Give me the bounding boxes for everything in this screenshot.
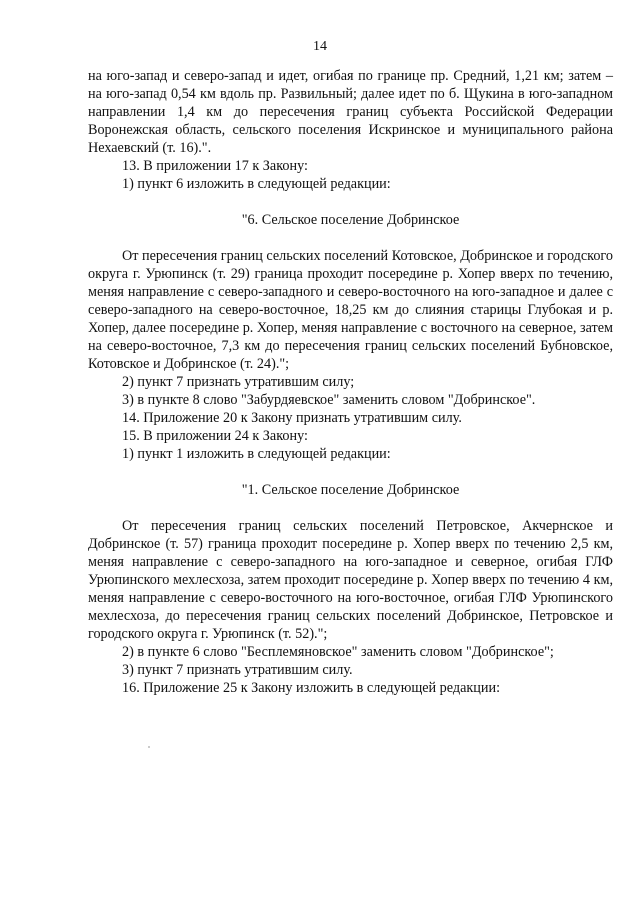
paragraph-subitem: 1) пункт 1 изложить в следующей редакции: xyxy=(122,446,391,462)
paragraph-subitem: 2) пункт 7 признать утратившим силу; xyxy=(122,374,355,390)
paragraph-subitem: 3) пункт 7 признать утратившим силу. xyxy=(122,662,353,678)
paragraph-subitem: 2) в пункте 6 слово "Бесплемяновское" заменить словом "Добринское"; xyxy=(122,644,554,660)
paragraph-item-13: 13. В приложении 17 к Закону: xyxy=(122,158,308,174)
section-heading-6: "6. Сельское поселение Добринское xyxy=(241,212,460,228)
paragraph-subitem: 3) в пункте 8 слово "Забурдяевское" заменить словом "Добринское". xyxy=(122,392,536,408)
paragraph-item-15: 15. В приложении 24 к Закону: xyxy=(122,428,308,444)
paragraph-item-16: 16. Приложение 25 к Закону изложить в следующей редакции: xyxy=(122,680,501,696)
paragraph-continuation: на юго-запад и северо-запад и идет, огибая по границе пр. Средний, 1,21 км; затем – на юго-запад 0,54 км вдоль пр. Развильный; далее идет по б. Щукина в юго-западном направлении 1,4 км до пересечения границ субъекта Российской Федерации Воронежская область, сельского поселения Искринское и муниципального района Нехаевский (т. 16).". xyxy=(88,68,613,156)
paragraph-subitem: 1) пункт 6 изложить в следующей редакции: xyxy=(122,176,391,192)
paragraph-boundary-description: От пересечения границ сельских поселений Котовское, Добринское и городского округа г. Урюпинск (т. 29) граница проходит посередине р. Хопер вверх по течению, меняя направление с северо-западного и северо-восточного на юго-западное и далее с северо-западного на северо-восточное, 18,25 км до слияния старицы Глубокая и р. Хопер, далее посередине р. Хопер, меняя направление с восточного на северное, затем на северо-восточное, 7,3 км до пересечения границ сельских поселений Бубновское, Котовское и Добринское (т. 24)."; xyxy=(88,248,613,372)
page-number: 14 xyxy=(313,39,327,54)
paragraph-boundary-description: От пересечения границ сельских поселений Петровское, Акчернское и Добринское (т. 57) граница проходит посередине р. Хопер вверх по течению 2,5 км, меняя направление с северо-западного на юго-западное и северное, огибая ГЛФ Урюпинского мехлесхоза, затем проходит посередине р. Хопер вверх по течению 4 км, меняя направление с северо-восточного на юго-восточное, огибая ГЛФ Урюпинского мехлесхоза, до пересечения границ сельских поселений Добринское, Петровское и городского округа г. Урюпинск (т. 52)."; xyxy=(88,518,613,642)
document-body xyxy=(88,67,613,697)
scan-speck xyxy=(148,746,150,748)
section-heading-1: "1. Сельское поселение Добринское xyxy=(241,482,460,498)
paragraph-item-14: 14. Приложение 20 к Закону признать утратившим силу. xyxy=(122,410,462,426)
